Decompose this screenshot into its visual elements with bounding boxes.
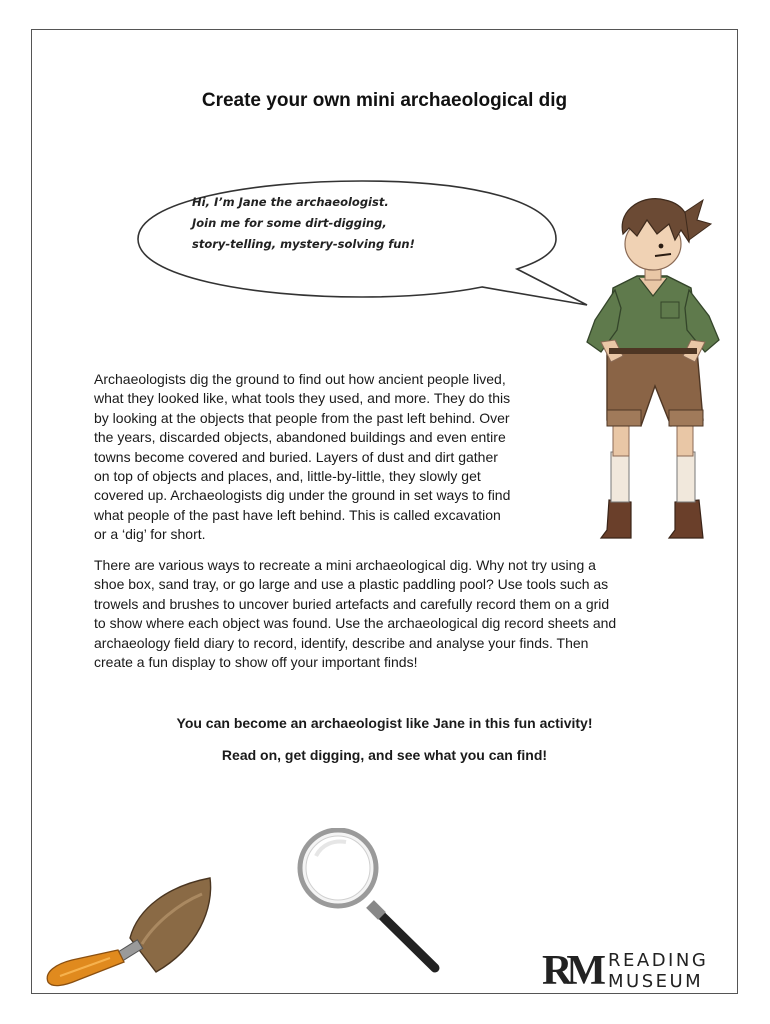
paragraph-line: what they looked like, what tools they used, and more. They do this bbox=[94, 390, 511, 407]
paragraph-line: the years, discarded objects, abandoned buildings and even entire bbox=[94, 429, 506, 446]
logo-word: MUSEUM bbox=[608, 971, 704, 992]
page-title: Create your own mini archaeological dig bbox=[201, 90, 568, 111]
intro-paragraph bbox=[94, 370, 564, 545]
magnifying-glass-icon bbox=[290, 828, 445, 976]
speech-line: Join me for some dirt-digging, bbox=[192, 216, 387, 230]
paragraph-line: covered up. Archaeologists dig under the ground in set ways to find bbox=[94, 487, 511, 504]
reading-museum-logo bbox=[542, 948, 722, 994]
paragraph-line: on top of objects and places, and, little-by-little, they slowly get bbox=[94, 468, 481, 485]
jane-archaeologist-icon bbox=[557, 190, 737, 550]
speech-line: Hi, I’m Jane the archaeologist. bbox=[192, 195, 389, 209]
speech-line: story-telling, mystery-solving fun! bbox=[192, 237, 415, 251]
paragraph-line: to show where each object was found. Use the archaeological dig record sheets and bbox=[94, 615, 617, 632]
paragraph-line: what people of the past have left behind. This is called excavation bbox=[94, 506, 501, 523]
logo-mark: RM bbox=[542, 948, 600, 994]
instructions-paragraph bbox=[94, 556, 694, 672]
paragraph-line: create a fun display to show off your important finds! bbox=[94, 654, 418, 671]
cta-subheading: Read on, get digging, and see what you can find! bbox=[221, 747, 548, 763]
trowel-icon bbox=[38, 868, 213, 990]
logo-word: READING bbox=[608, 950, 709, 971]
paragraph-line: shoe box, sand tray, or go large and use a plastic paddling pool? Use tools such as bbox=[94, 576, 609, 593]
paragraph-line: Archaeologists dig the ground to find out how ancient people lived, bbox=[94, 371, 506, 387]
logo-wordmark bbox=[608, 950, 708, 992]
paragraph-line: trowels and brushes to uncover buried artefacts and carefully record them on a grid bbox=[94, 595, 610, 612]
speech-bubble-text bbox=[192, 192, 452, 255]
paragraph-line: towns become covered and buried. Layers of dust and dirt gather bbox=[94, 448, 498, 465]
paragraph-line: or a ‘dig’ for short. bbox=[94, 526, 206, 543]
paragraph-line: by looking at the objects that people from the past left behind. Over bbox=[94, 409, 510, 426]
activity-sheet-page bbox=[31, 29, 738, 994]
paragraph-line: There are various ways to recreate a mini archaeological dig. Why not try using a bbox=[94, 557, 596, 573]
paragraph-line: archaeology field diary to record, identify, describe and analyse your finds. Then bbox=[94, 634, 589, 651]
cta-heading: You can become an archaeologist like Jane in this fun activity! bbox=[176, 715, 593, 731]
